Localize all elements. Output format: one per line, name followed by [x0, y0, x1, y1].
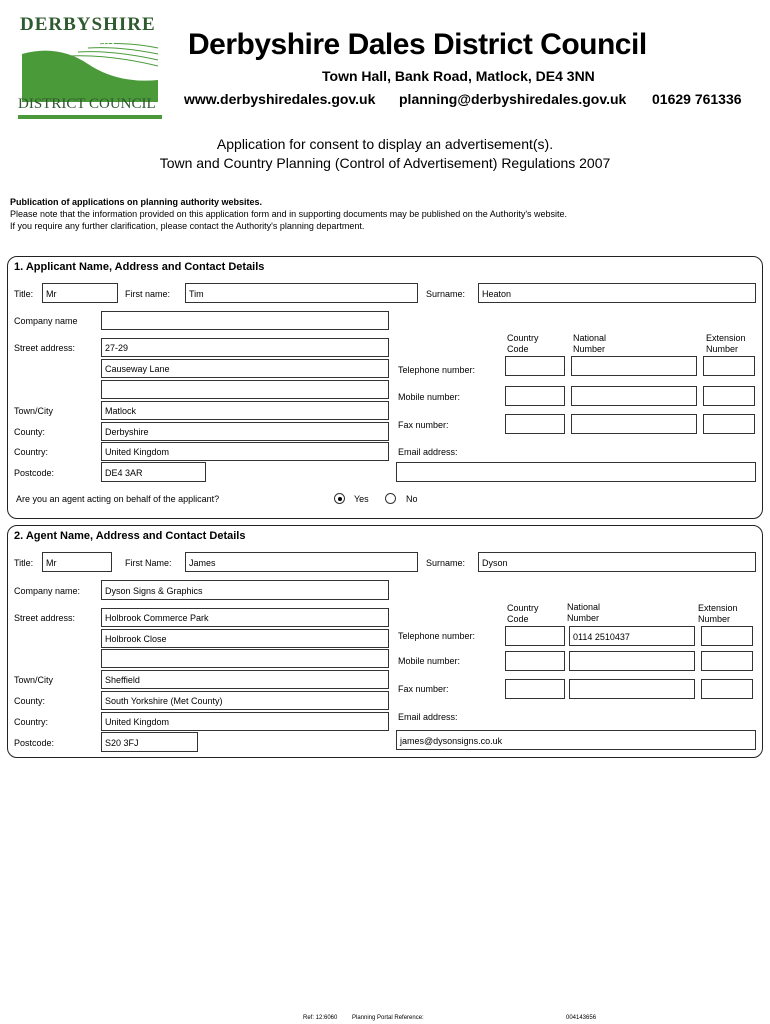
s2-surname-label: Surname:	[426, 558, 466, 568]
s1-surname-field[interactable]: Heaton	[478, 283, 756, 303]
s2-fax-label: Fax number:	[398, 684, 449, 694]
s1-postcode-field[interactable]: DE4 3AR	[101, 462, 206, 482]
s2-title-label: Title:	[14, 558, 34, 568]
agent-yes-radio[interactable]	[334, 493, 345, 504]
section1-title: 1. Applicant Name, Address and Contact Details	[14, 261, 265, 273]
s2-extension-number-header: Extension Number	[698, 603, 738, 624]
council-phone: 01629 761336	[652, 91, 742, 107]
s1-title-field[interactable]: Mr	[42, 283, 118, 303]
s2-street1-field[interactable]: Holbrook Commerce Park	[101, 608, 389, 627]
s1-fax-country-code[interactable]	[505, 414, 565, 434]
s2-postcode-label: Postcode:	[14, 738, 55, 748]
s2-email-label: Email address:	[398, 712, 458, 722]
s1-street3-field[interactable]	[101, 380, 389, 399]
council-website[interactable]: www.derbyshiredales.gov.uk	[184, 91, 376, 107]
agent-no-radio[interactable]	[385, 493, 396, 504]
s1-agent-question: Are you an agent acting on behalf of the applicant?	[16, 494, 220, 504]
s2-mob-national[interactable]	[569, 651, 695, 671]
s1-mob-country-code[interactable]	[505, 386, 565, 406]
s2-company-field[interactable]: Dyson Signs & Graphics	[101, 580, 389, 600]
s2-county-label: County:	[14, 696, 46, 706]
s1-country-field[interactable]: United Kingdom	[101, 442, 389, 461]
notice-line1: Please note that the information provided on this application form and in supporting documents may be published on the Authority's website.	[10, 209, 568, 219]
s2-telephone-label: Telephone number:	[398, 631, 476, 641]
s2-county-field[interactable]: South Yorkshire (Met County)	[101, 691, 389, 710]
s2-company-label: Company name:	[14, 586, 81, 596]
s1-town-label: Town/City	[14, 406, 54, 416]
s1-country-code-header: Country Code	[507, 333, 539, 354]
s1-company-label: Company name	[14, 316, 78, 326]
council-address: Town Hall, Bank Road, Matlock, DE4 3NN	[322, 68, 595, 84]
s2-town-label: Town/City	[14, 675, 54, 685]
s2-first-name-label: First Name:	[125, 558, 172, 568]
s1-tel-country-code[interactable]	[505, 356, 565, 376]
s2-national-number-header: National Number	[567, 602, 601, 623]
s1-first-name-label: First name:	[125, 289, 171, 299]
footer-portal-ref: 004143656	[566, 1015, 597, 1021]
s1-company-field[interactable]	[101, 311, 389, 330]
s2-fax-extension[interactable]	[701, 679, 753, 699]
s1-street2-field[interactable]: Causeway Lane	[101, 359, 389, 378]
s1-town-field[interactable]: Matlock	[101, 401, 389, 420]
s1-national-number-header: National Number	[573, 333, 607, 354]
s1-mob-national[interactable]	[571, 386, 697, 406]
s2-title-field[interactable]: Mr	[42, 552, 112, 572]
s1-fax-label: Fax number:	[398, 420, 449, 430]
s2-country-code-header: Country Code	[507, 603, 539, 624]
s2-tel-extension[interactable]	[701, 626, 753, 646]
s2-surname-field[interactable]: Dyson	[478, 552, 756, 572]
logo-text-district-council: DISTRICT COUNCIL	[18, 96, 156, 112]
s2-street3-field[interactable]	[101, 649, 389, 668]
s1-surname-label: Surname:	[426, 289, 466, 299]
council-email[interactable]: planning@derbyshiredales.gov.uk	[399, 91, 627, 107]
s1-postcode-label: Postcode:	[14, 468, 55, 478]
s2-mobile-label: Mobile number:	[398, 656, 461, 666]
agent-no-label: No	[406, 494, 418, 504]
agent-yes-label: Yes	[354, 494, 369, 504]
form-title-line1: Application for consent to display an advertisement(s).	[216, 136, 554, 152]
s2-country-field[interactable]: United Kingdom	[101, 712, 389, 731]
s2-fax-country-code[interactable]	[505, 679, 565, 699]
s1-title-label: Title:	[14, 289, 34, 299]
council-logo	[18, 14, 162, 120]
s1-county-field[interactable]: Derbyshire	[101, 422, 389, 441]
s2-tel-country-code[interactable]	[505, 626, 565, 646]
footer-portal-label: Planning Portal Reference:	[352, 1015, 424, 1021]
logo-text-derbyshire: DERBYSHIRE	[20, 14, 156, 35]
s1-county-label: County:	[14, 427, 46, 437]
s2-street2-field[interactable]: Holbrook Close	[101, 629, 389, 648]
s1-street-label: Street address:	[14, 343, 76, 353]
logo-text-dales: DALES	[64, 34, 116, 49]
section2-title: 2. Agent Name, Address and Contact Details	[14, 530, 246, 542]
s1-street1-field[interactable]: 27-29	[101, 338, 389, 357]
s1-mobile-label: Mobile number:	[398, 392, 461, 402]
s2-tel-national[interactable]: 0114 2510437	[569, 626, 695, 646]
footer-ref: Ref: 12:6060	[303, 1015, 338, 1021]
s1-tel-national[interactable]	[571, 356, 697, 376]
s1-extension-number-header: Extension Number	[706, 333, 746, 354]
s2-mob-extension[interactable]	[701, 651, 753, 671]
s1-tel-extension[interactable]	[703, 356, 755, 376]
s2-town-field[interactable]: Sheffield	[101, 670, 389, 689]
s2-country-label: Country:	[14, 717, 49, 727]
s1-telephone-label: Telephone number:	[398, 365, 476, 375]
council-name: Derbyshire Dales District Council	[188, 28, 647, 61]
s2-email-field[interactable]: james@dysonsigns.co.uk	[396, 730, 756, 750]
notice-heading: Publication of applications on planning authority websites.	[10, 197, 263, 207]
s2-first-name-field[interactable]: James	[185, 552, 418, 572]
s2-mob-country-code[interactable]	[505, 651, 565, 671]
s1-country-label: Country:	[14, 447, 49, 457]
s2-street-label: Street address:	[14, 613, 76, 623]
s1-email-label: Email address:	[398, 447, 458, 457]
form-title-line2: Town and Country Planning (Control of Advertisement) Regulations 2007	[159, 155, 611, 171]
notice-line2: If you require any further clarification, please contact the Authority's planning department.	[10, 221, 365, 231]
s1-first-name-field[interactable]: Tim	[185, 283, 418, 303]
s2-postcode-field[interactable]: S20 3FJ	[101, 732, 198, 752]
s1-fax-national[interactable]	[571, 414, 697, 434]
s1-email-field[interactable]	[396, 462, 756, 482]
s2-fax-national[interactable]	[569, 679, 695, 699]
s1-mob-extension[interactable]	[703, 386, 755, 406]
s1-fax-extension[interactable]	[703, 414, 755, 434]
